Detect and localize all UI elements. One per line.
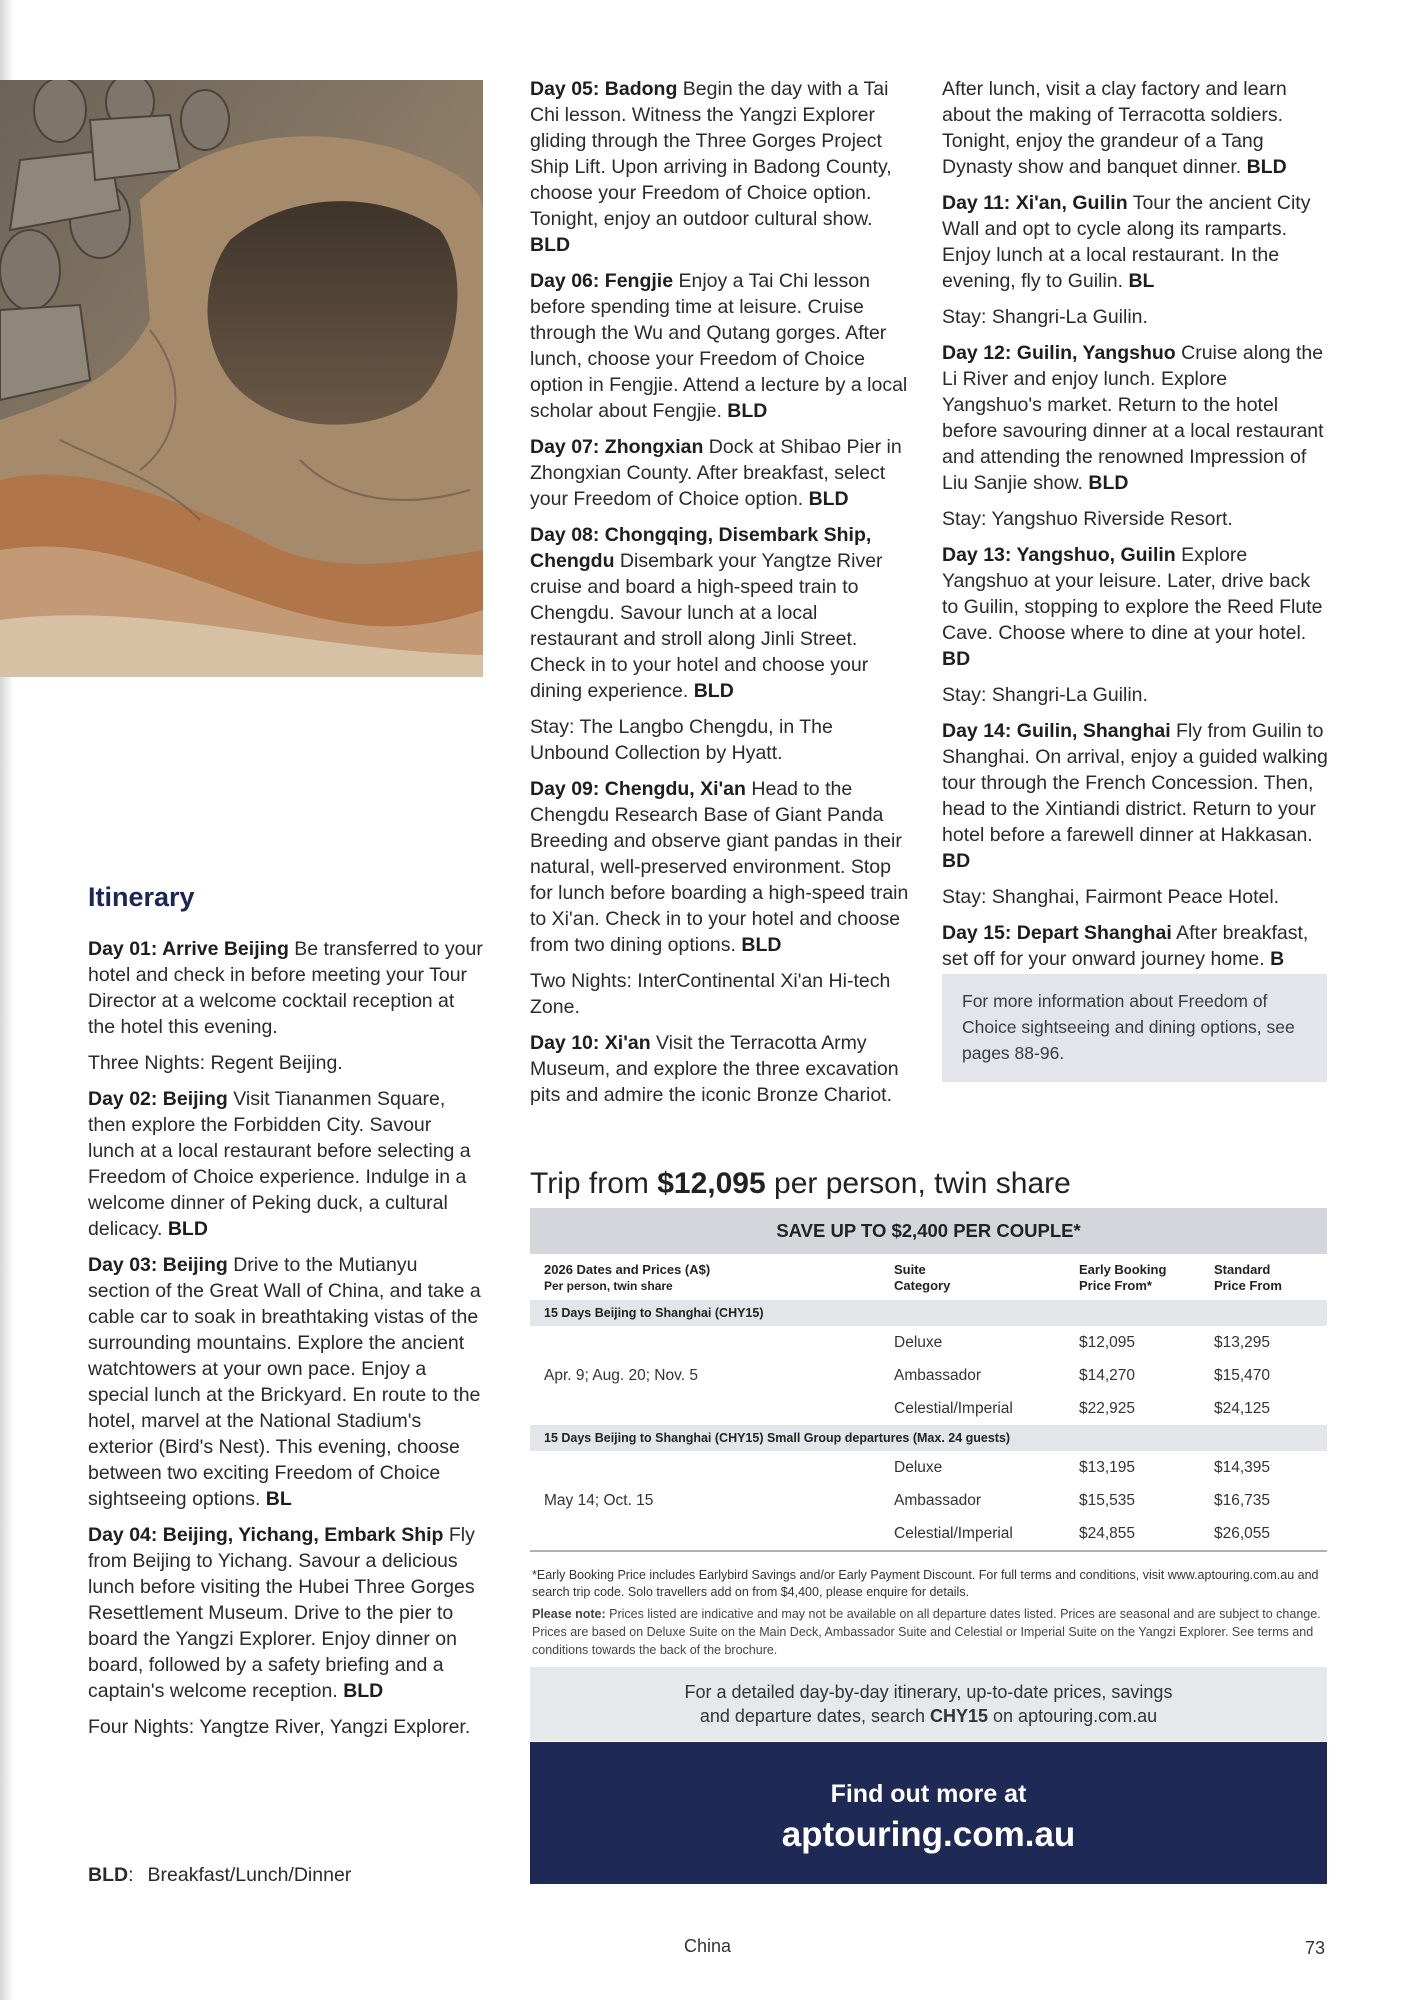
itinerary-stay: Stay: Shanghai, Fairmont Peace Hotel. (942, 886, 1280, 908)
table-row: Celestial/Imperial $22,925 $24,125 (894, 1399, 1271, 1417)
price-group-header: 15 Days Beijing to Shanghai (CHY15) (530, 1300, 1327, 1326)
itinerary-left-column (88, 880, 483, 1750)
itinerary-entry: Day 04: Beijing, Yichang, Embark Ship Fly from Beijing to Yichang. Savour a delicious lunch before visiting the Hubei Three Gorges Resettlement Museum. Drive to the pier to board the Yangzi Explorer. Enjoy dinner on board, followed by a safety briefing and a captain's welcome reception. BLD (88, 1524, 475, 1702)
table-row: Celestial/Imperial $24,855 $26,055 (530, 1517, 1327, 1551)
terracotta-warriors-photo (0, 80, 483, 677)
itinerary-stay: Stay: Shangri-La Guilin. (942, 684, 1148, 706)
itinerary-entry: Day 10: Xi'an Visit the Terracotta Army Museum, and explore the three excavation pits and admire the iconic Bronze Chariot. (530, 1032, 899, 1106)
save-banner: SAVE UP TO $2,400 PER COUPLE* (530, 1208, 1327, 1254)
itinerary-entry: After lunch, visit a clay factory and learn about the making of Terracotta soldiers. Tonight, enjoy the grandeur of a Tang Dynasty show and banquet dinner. BLD (942, 78, 1287, 178)
itinerary-entry: Day 05: Badong Begin the day with a Tai Chi lesson. Witness the Yangzi Explorer gliding through the Three Gorges Project Ship Lift. Upon arriving in Badong County, choose your Freedom of Choice option. Tonight, enjoy an outdoor cultural show. BLD (530, 78, 892, 256)
itinerary-entry: Day 09: Chengdu, Xi'an Head to the Chengdu Research Base of Giant Panda Breeding and observe giant pandas in their natural, well-preserved environment. Stop for lunch before boarding a high-speed train to Xi'an. Check in to your hotel and choose from two dining options. BLD (530, 778, 909, 956)
table-row: May 14; Oct. 15 Deluxe $13,195 $14,395 (530, 1451, 1327, 1484)
itinerary-stay: Two Nights: InterContinental Xi'an Hi-tech Zone. (530, 970, 891, 1018)
itinerary-entry: Day 14: Guilin, Shanghai Fly from Guilin to Shanghai. On arrival, enjoy a guided walking tour through the French Concession. Then, head to the Xintiandi district. Return to your hotel before a farewell dinner at Hakkasan. BD (942, 720, 1328, 872)
itinerary-stay: Three Nights: Regent Beijing. (88, 1052, 343, 1074)
itinerary-entry: Day 02: Beijing Visit Tiananmen Square, then explore the Forbidden City. Savour lunch at a local restaurant before selecting a Freedom of Choice experience. Indulge in a welcome dinner of Peking duck, a cultural delicacy. BLD (88, 1088, 471, 1240)
itinerary-stay: Four Nights: Yangtze River, Yangzi Explorer. (88, 1716, 471, 1738)
early-booking-footnote: *Early Booking Price includes Earlybird Savings and/or Early Payment Discount. For full terms and conditions, visit www.aptouring.com.au and search trip code. Solo travellers add on from $4,400, please enquire for details. (532, 1568, 1319, 1599)
itinerary-entry: Day 01: Arrive Beijing Be transferred to your hotel and check in before meeting your Tour Director at a welcome cocktail reception at the hotel this evening. (88, 938, 483, 1038)
freedom-of-choice-info-box (942, 974, 1327, 1082)
price-table-header: 2026 Dates and Prices (A$) Per person, twin share Suite Category Early Booking Price From* Standard Price From (544, 1262, 1282, 1293)
itinerary-stay: Stay: Shangri-La Guilin. (942, 306, 1148, 328)
please-note-text: Please note: Prices listed are indicative and may not be available on all departure dates listed. Prices are seasonal and are subject to change. Prices are based on Deluxe Suite on the Main Deck, Ambassador Suite and Celestial or Imperial Suite on the Yangzi Explorer. See terms and conditions towards the back of the brochure. (532, 1607, 1321, 1657)
table-row: Apr. 9; Aug. 20; Nov. 5 Deluxe $12,095 $13,295 (544, 1333, 1271, 1384)
itinerary-right-column (942, 76, 1330, 982)
detailed-itinerary-box: For a detailed day-by-day itinerary, up-to-date prices, savings and departure dates, search CHY15 on aptouring.com.au (530, 1667, 1327, 1741)
trip-price-heading: Trip from $12,095 per person, twin share (530, 1167, 1071, 1200)
itinerary-entry: Day 07: Zhongxian Dock at Shibao Pier in Zhongxian County. After breakfast, select your Freedom of Choice option. BLD (530, 436, 902, 510)
table-row: Ambassador $14,270 $15,470 (894, 1366, 1271, 1384)
itinerary-middle-column (530, 76, 910, 1118)
itinerary-stay: Stay: The Langbo Chengdu, in The Unbound Collection by Hyatt. (530, 716, 833, 764)
itinerary-entry: Day 13: Yangshuo, Guilin Explore Yangshuo at your leisure. Later, drive back to Guilin, stopping to explore the Reed Flute Cave. Choose where to dine at your hotel. BD (942, 544, 1323, 670)
itinerary-entry: Day 11: Xi'an, Guilin Tour the ancient City Wall and opt to cycle along its ramparts. Enjoy lunch at a local restaurant. In the evening, fly to Guilin. BL (942, 192, 1311, 292)
itinerary-entry: Day 08: Chongqing, Disembark Ship, Chengdu Disembark your Yangtze River cruise and board a high-speed train to Chengdu. Savour lunch at a local restaurant and stroll along Jinli Street. Check in to your hotel and choose your dining experience. BLD (530, 524, 883, 702)
info-box-text: For more information about Freedom of Choice sightseeing and dining options, see pages 88-96. (962, 991, 1295, 1063)
itinerary-entry: Day 12: Guilin, Yangshuo Cruise along the Li River and enjoy lunch. Explore Yangshuo's market. Return to the hotel before savouring dinner at a local restaurant and attending the renowned Impression of Liu Sanjie show. BLD (942, 342, 1324, 494)
itinerary-entry: Day 06: Fengjie Enjoy a Tai Chi lesson before spending time at leisure. Cruise through the Wu and Qutang gorges. After lunch, choose your Freedom of Choice option in Fengjie. Attend a lecture by a local scholar about Fengjie. BLD (530, 270, 908, 422)
price-table (530, 1256, 1327, 1552)
page-number: 73 (1305, 1938, 1326, 1958)
find-out-more-banner[interactable] (530, 1742, 1327, 1884)
website-link[interactable]: aptouring.com.au (781, 1815, 1076, 1854)
price-group-header: 15 Days Beijing to Shanghai (CHY15) Small Group departures (Max. 24 guests) (530, 1425, 1327, 1451)
itinerary-entry: Day 15: Depart Shanghai After breakfast, set off for your onward journey home. B (942, 922, 1309, 970)
itinerary-entry: Day 03: Beijing Drive to the Mutianyu section of the Great Wall of China, and take a cable car to soak in breathtaking vistas of the surrounding mountains. Explore the ancient watchtowers at your own pace. Enjoy a special lunch at the Brickyard. En route to the hotel, marvel at the National Stadium's exterior (Bird's Nest). This evening, choose between two exciting Freedom of Choice sightseeing options. BL (88, 1254, 481, 1510)
table-row: Ambassador $15,535 $16,735 (894, 1491, 1271, 1509)
meals-legend: BLD: Breakfast/Lunch/Dinner (88, 1864, 352, 1886)
cta-line-1: Find out more at (830, 1780, 1027, 1808)
footer-section-label: China (684, 1936, 732, 1956)
itinerary-title: Itinerary (88, 882, 195, 912)
itinerary-stay: Stay: Yangshuo Riverside Resort. (942, 508, 1233, 530)
